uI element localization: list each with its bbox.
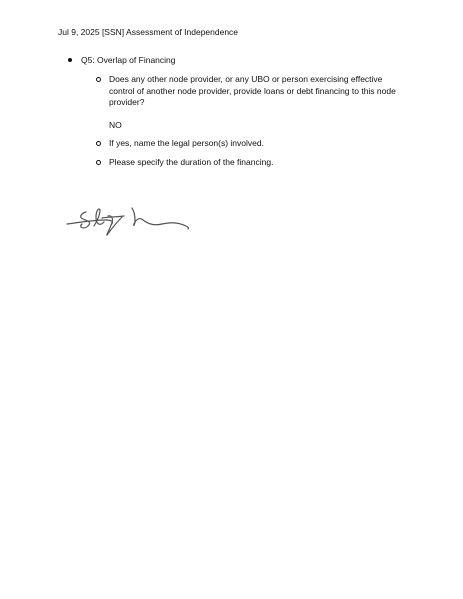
circle-bullet-icon: [96, 77, 101, 82]
question-title: Q5: Overlap of Financing: [81, 55, 176, 65]
sub-item-text: If yes, name the legal person(s) involved.: [109, 138, 264, 148]
document-header: Jul 9, 2025 [SSN] Assessment of Independence: [58, 27, 239, 37]
answer-text: NO: [109, 120, 122, 130]
handwritten-signature-icon: [64, 205, 194, 241]
sub-item-text: Please specify the duration of the financing.: [109, 157, 274, 167]
bullet-icon: [68, 58, 72, 62]
question-heading: [68, 55, 176, 66]
sub-item-text: Does any other node provider, or any UBO or person exercising effective control of another node provider, provide loans or debt financing to this node provider?: [109, 74, 396, 107]
circle-bullet-icon: [96, 141, 101, 146]
circle-bullet-icon: [96, 160, 101, 165]
